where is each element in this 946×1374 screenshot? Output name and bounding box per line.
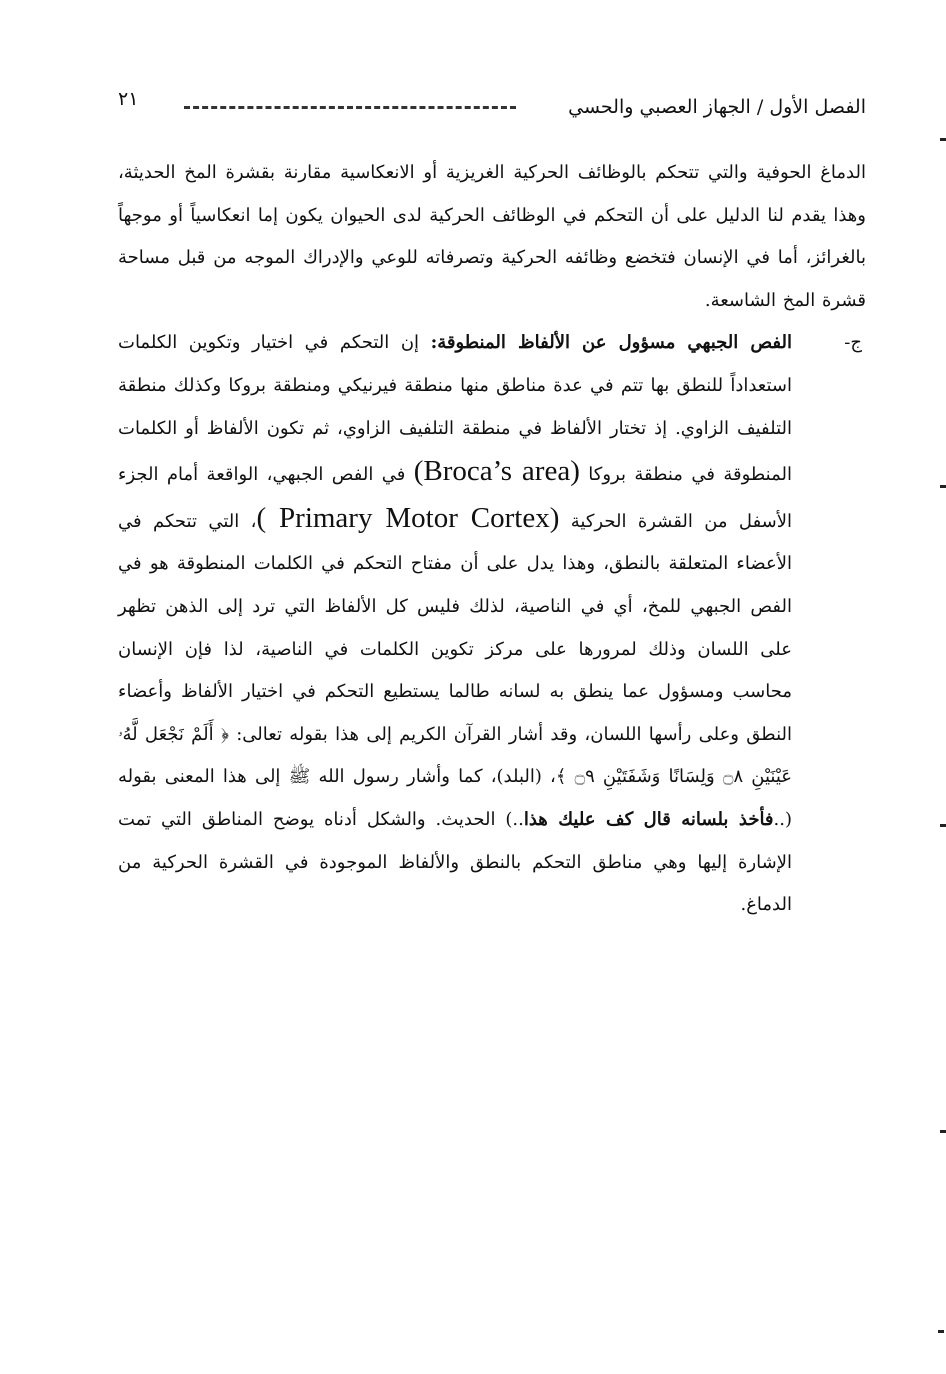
item-marker: ج- <box>844 332 862 354</box>
paragraph-continued: الدماغ الحوفية والتي تتحكم بالوظائف الحركية الغريزية أو الانعكاسية مقارنة بقشرة المخ الحديثة، وهذا يقدم لنا الدليل على أن التحكم في الوظائف الحركية لدى الحيوان يكون إما انعكاسياً أو موجهاً بالغرائز، أما في الإنسان فتخضع وظائفه الحركية وتصرفاته للوعي والإدراك الموجه من قبل مساحة قشرة المخ الشاسعة. <box>118 162 866 311</box>
scan-margin-mark <box>940 138 946 141</box>
item-text-5: ..) الحديث. والشكل أدناه يوضح المناطق التي تمت الإشارة إليها وهي مناطق التحكم بالنطق والألفاظ الموجودة في القشرة الحركية من الدماغ. <box>118 808 792 916</box>
running-head: الفصل الأول / الجهاز العصبي والحسي <box>568 96 866 118</box>
item-text-1: إن التحكم في اختيار وتكوين الكلمات استعداداً للنطق بها تتم في عدة مناطق منها منطقة فيرنيكي ومنطقة بروكا وكذلك منطقة التلفيف الزاوي. إذ تختار الألفاظ في منطقة التلفيف الزاوي، ثم تكون الألفاظ أو الكلمات المنطوقة في منطقة بروكا <box>118 332 792 486</box>
dotted-leader <box>184 106 516 109</box>
item-text-2: في الفص الجبهي، الواقعة أمام الجزء الأسفل من القشرة الحركية <box>118 464 793 532</box>
hadith-quote: فأخذ بلسانه قال كف عليك هذا <box>523 808 774 830</box>
item-text-3: ، التي تتحكم في الأعضاء المتعلقة بالنطق، وهذا يدل على أن مفتاح التحكم في الكلمات المنطوقة هو في الفص الجبهي للمخ، أي في الناصية، لذلك فليس كل الألفاظ التي ترد إلى الذهن تظهر على اللسان وذلك لمرورها على مركز تكوين الكلمات في الناصية، لذا فإن الإنسان محاسب ومسؤول عما ينطق به لسانه طالما يستطيع التحكم في اختيار الألفاظ وأعضاء النطق وعلى رأسها اللسان، وقد أشار القرآن الكريم إلى هذا بقوله تعالى: <box>118 510 792 745</box>
list-item-c <box>118 322 866 926</box>
scan-margin-mark <box>938 1330 944 1333</box>
motor-cortex-term: ( Primary Motor Cortex) <box>256 501 560 534</box>
scan-margin-mark <box>940 824 946 827</box>
broca-area-term: (Broca’s area) <box>413 455 580 488</box>
page-header <box>118 86 866 130</box>
body-text <box>118 152 866 927</box>
scan-margin-mark <box>940 1130 946 1133</box>
item-text-4: ، (البلد)، كما وأشار رسول الله ﷺ إلى هذا المعنى بقوله (.. <box>118 766 793 830</box>
scan-margin-mark <box>940 485 946 488</box>
page-number: ٢١ <box>118 88 139 110</box>
quran-verse: ﴿ أَلَمْ نَجْعَل لَّهُۥ عَيْنَيْنِ ۝٨ وَلِسَانًا وَشَفَتَيْنِ ۝٩ ﴾ <box>118 723 792 788</box>
item-heading: الفص الجبهي مسؤول عن الألفاظ المنطوقة: <box>430 332 793 354</box>
